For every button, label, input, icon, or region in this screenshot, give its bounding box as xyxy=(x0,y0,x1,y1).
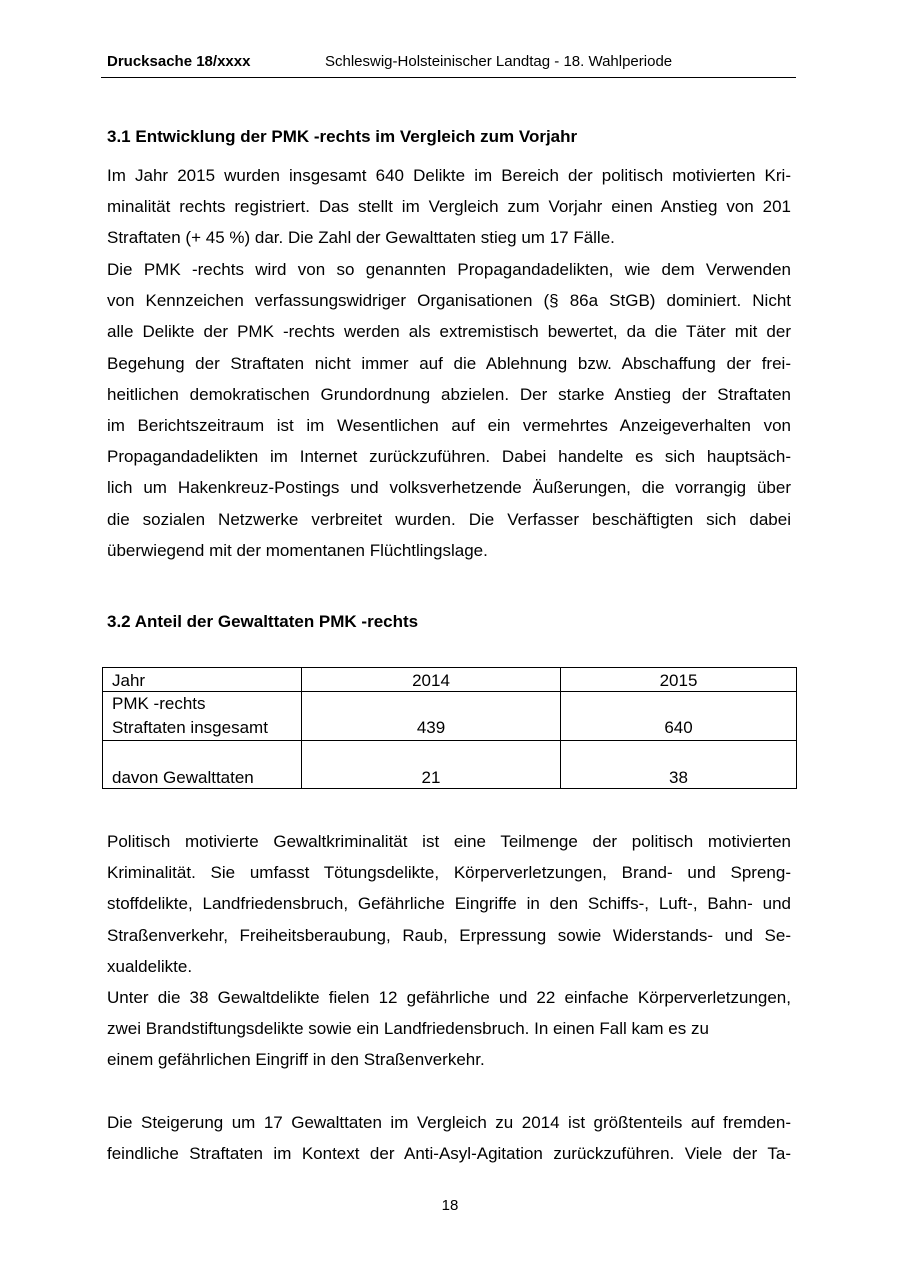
text-line: Im Jahr 2015 wurden insgesamt 640 Delikte im Bereich der politisch motivierten Kri- xyxy=(107,166,791,185)
table-cell: 439 xyxy=(302,692,561,741)
table-cell: davon Gewalttaten xyxy=(103,741,302,789)
violence-share-table xyxy=(102,667,797,789)
text-line: überwiegend mit der momentanen Flüchtlingslage. xyxy=(107,540,488,560)
page-number: 18 xyxy=(441,1197,459,1214)
text-line: alle Delikte der PMK -rechts werden als extremistisch bewertet, da die Täter mit der xyxy=(107,322,791,342)
paragraph-2 xyxy=(107,254,791,566)
paragraph-5 xyxy=(107,1107,791,1169)
text-line: die sozialen Netzwerke verbreitet wurden. Die Verfasser beschäftigten sich dabei xyxy=(107,509,791,529)
text-line: im Berichtszeitraum ist im Wesentlichen auf ein vermehrtes Anzeigeverhalten von xyxy=(107,416,791,436)
text-line: Straßenverkehr, Freiheitsberaubung, Raub, Erpressung sowie Widerstands- und Se- xyxy=(107,925,791,945)
table-cell: 38 xyxy=(561,741,797,789)
text-line: lich um Hakenkreuz-Postings und volksverhetzende Äußerungen, die vorrangig über xyxy=(107,478,791,498)
table-cell xyxy=(103,692,302,741)
row-label-line: Straftaten insgesamt xyxy=(112,718,268,737)
document-id: Drucksache 18/xxxx xyxy=(107,53,251,70)
text-line: Begehung der Straftaten nicht immer auf die Ablehnung bzw. Abschaffung der frei- xyxy=(107,353,791,373)
text-line: von Kennzeichen verfassungswidriger Organisationen (§ 86a StGB) dominiert. Nicht xyxy=(107,291,791,311)
text-line: Kriminalität. Sie umfasst Tötungsdelikte, Körperverletzungen, Brand- und Spreng- xyxy=(107,863,791,883)
text-line: Politisch motivierte Gewaltkriminalität ist eine Teilmenge der politisch motivierten xyxy=(107,832,791,851)
section-heading-3-1: 3.1 Entwicklung der PMK -rechts im Vergleich zum Vorjahr xyxy=(107,127,578,146)
paragraph-1 xyxy=(107,160,791,254)
text-line: Propagandadelikten im Internet zurückzuführen. Dabei handelte es sich hauptsäch- xyxy=(107,447,791,467)
table-cell: Jahr xyxy=(103,668,302,692)
table-row xyxy=(103,692,797,741)
paragraph-4 xyxy=(107,982,791,1076)
row-label-line: PMK -rechts xyxy=(112,694,206,713)
header-title: Schleswig-Holsteinischer Landtag - 18. Wahlperiode xyxy=(325,53,673,70)
text-line: Unter die 38 Gewaltdelikte fielen 12 gefährliche und 22 einfache Körperverletzungen, xyxy=(107,988,791,1007)
text-line: feindliche Straftaten im Kontext der Anti-Asyl-Agitation zurückzuführen. Viele der Ta- xyxy=(107,1144,791,1164)
section-heading-3-2: 3.2 Anteil der Gewalttaten PMK -rechts xyxy=(107,612,419,631)
text-line: stoffdelikte, Landfriedensbruch, Gefährliche Eingriffe in den Schiffs-, Luft-, Bahn- und xyxy=(107,894,791,914)
text-line: Die Steigerung um 17 Gewalttaten im Vergleich zu 2014 ist größtenteils auf fremden- xyxy=(107,1113,791,1132)
table-row xyxy=(103,741,797,789)
text-line: xualdelikte. xyxy=(107,956,193,976)
text-line: heitlichen demokratischen Grundordnung abzielen. Der starke Anstieg der Straftaten xyxy=(107,384,791,404)
paragraph-3 xyxy=(107,826,791,982)
table-cell: 2014 xyxy=(302,668,561,692)
table-cell: 2015 xyxy=(561,668,797,692)
table-cell: 640 xyxy=(561,692,797,741)
text-line: minalität rechts registriert. Das stellt im Vergleich zum Vorjahr einen Anstieg von 201 xyxy=(107,197,791,217)
table-header-row xyxy=(103,668,797,692)
text-line: zwei Brandstiftungsdelikte sowie ein Landfriedensbruch. In einen Fall kam es zu xyxy=(107,1019,709,1039)
page-header xyxy=(101,51,796,78)
text-line: einem gefährlichen Eingriff in den Straßenverkehr. xyxy=(107,1050,485,1070)
table-cell: 21 xyxy=(302,741,561,789)
text-line: Straftaten (+ 45 %) dar. Die Zahl der Gewalttaten stieg um 17 Fälle. xyxy=(107,228,615,248)
text-line: Die PMK -rechts wird von so genannten Propagandadelikten, wie dem Verwenden xyxy=(107,260,791,279)
